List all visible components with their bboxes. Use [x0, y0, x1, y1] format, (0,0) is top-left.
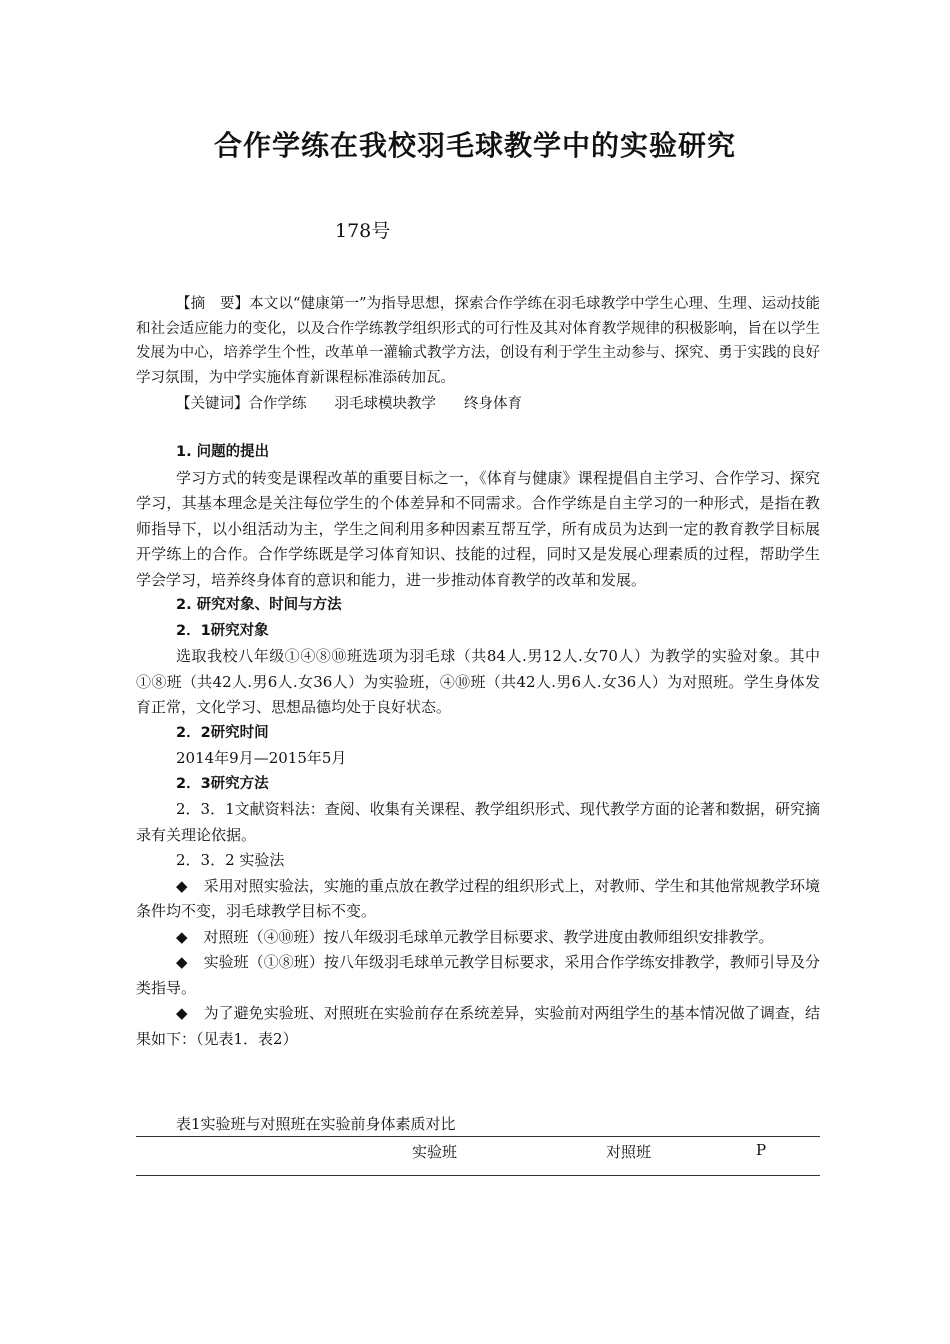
- keyword-item: 羽毛球模块教学: [334, 396, 436, 412]
- diamond-bullet-icon: ◆: [176, 876, 188, 895]
- diamond-bullet-icon: ◆: [176, 1004, 188, 1022]
- bullet-item: [136, 874, 820, 925]
- section-2-3-1-paragraph: 2．3．1文献资料法：查阅、收集有关课程、教学组织形式、现代教学方面的论著和数据，研究摘录有关理论依据。: [136, 800, 820, 844]
- section-2-1-paragraph: 选取我校八年级①④⑧⑩班选项为羽毛球（共84人.男12人.女70人）为教学的实验对象。其中①⑧班（共42人.男6人.女36人）为实验班，④⑩班（共42人.男6人.女36人）为对照班。学生身体发育正常，文化学习、思想品德均处于良好状态。: [136, 647, 820, 716]
- table-header-cell: 实验班: [412, 1143, 458, 1161]
- section-heading-2-2: 2．2研究时间: [176, 724, 269, 741]
- section-heading-2-3-2: 2．3．2 实验法: [176, 851, 285, 869]
- paper-title: 合作学练在我校羽毛球教学中的实验研究: [213, 129, 736, 162]
- author-id: 178号: [335, 220, 391, 242]
- keywords-label: 【关键词】: [176, 396, 249, 412]
- bullet-item: [136, 1001, 820, 1052]
- table-1: [136, 1136, 820, 1176]
- section-heading-2-1: 2．1研究对象: [176, 622, 269, 639]
- bullet-item: [136, 925, 820, 951]
- bullet-text: 对照班（④⑩班）按八年级羽毛球单元教学目标要求、教学进度由教师组织安排教学。: [203, 927, 774, 946]
- section-heading-2: 2. 研究对象、时间与方法: [176, 597, 342, 613]
- section-2-2-paragraph: 2014年9月—2015年5月: [176, 749, 347, 767]
- section-1-paragraph: 学习方式的转变是课程改革的重要目标之一，《体育与健康》课程提倡自主学习、合作学习、探究学习，其基本理念是关注每位学生的个体差异和不同需求。合作学练是自主学习的一种形式，是指在教师指导下，以小组活动为主，学生之间利用多种因素互帮互学，所有成员为达到一定的教育教学目标展开学练上的合作。合作学练既是学习体育知识、技能的过程，同时又是发展心理素质的过程，帮助学生学会学习，培养终身体育的意识和能力，进一步推动体育教学的改革和发展。: [136, 468, 820, 589]
- section-heading-2-3: 2．3研究方法: [176, 775, 269, 792]
- abstract: 【摘 要】本文以“健康第一”为指导思想，探索合作学练在羽毛球教学中学生心理、生理、运动技能和社会适应能力的变化，以及合作学练教学组织形式的可行性及其对体育教学规律的积极影响，旨在以学生发展为中心，培养学生个性，改革单一灌输式教学方法，创设有利于学生主动参与、探究、勇于实践的良好学习氛围，为中学实施体育新课程标准添砖加瓦。: [136, 296, 820, 386]
- bullet-text: 为了避免实验班、对照班在实验前存在系统差异，实验前对两组学生的基本情况做了调查，结果如下：（见表1．表2）: [136, 1004, 820, 1048]
- table-header-cell: 对照班: [606, 1143, 652, 1161]
- paper-body: [136, 440, 820, 1052]
- section-heading-1: 1. 问题的提出: [176, 444, 270, 460]
- bullet-text: 实验班（①⑧班）按八年级羽毛球单元教学目标要求，采用合作学练安排教学，教师引导及分类指导。: [136, 953, 820, 997]
- diamond-bullet-icon: ◆: [176, 927, 188, 946]
- table-1-caption: 表1实验班与对照班在实验前身体素质对比: [176, 1115, 456, 1133]
- diamond-bullet-icon: ◆: [176, 953, 188, 971]
- keyword-item: 合作学练: [248, 396, 307, 412]
- bullet-item: [136, 950, 820, 1001]
- keyword-item: 终身体育: [464, 396, 522, 412]
- bullet-text: 采用对照实验法，实施的重点放在教学过程的组织形式上，对教师、学生和其他常规教学环境条件均不变，羽毛球教学目标不变。: [136, 876, 820, 920]
- table-header-cell: P: [756, 1141, 767, 1159]
- keywords: [176, 392, 522, 413]
